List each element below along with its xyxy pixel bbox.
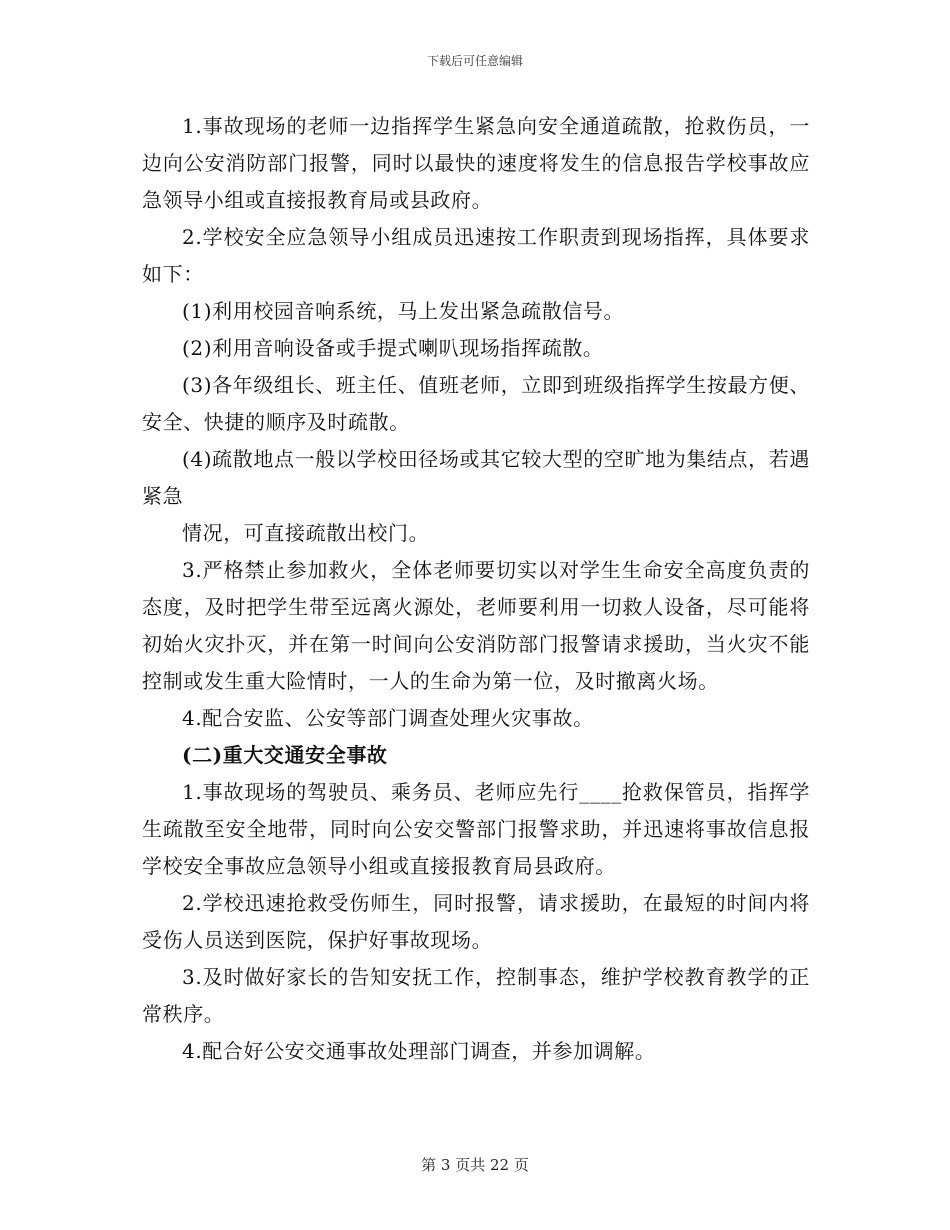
document-body bbox=[142, 108, 810, 1070]
section-heading: (二)重大交通安全事故 bbox=[182, 743, 388, 767]
paragraph: (2)利用音响设备或手提式喇叭现场指挥疏散。 bbox=[182, 336, 604, 360]
paragraph: 1.事故现场的老师一边指挥学生紧急向安全通道疏散，抢救伤员，一边向公安消防部门报警，同时以最快的速度将发生的信息报告学校事故应急领导小组或直接报教育局或县政府。 bbox=[142, 114, 810, 212]
paragraph: 4.配合好公安交通事故处理部门调查，并参加调解。 bbox=[182, 1039, 656, 1063]
paragraph: (4)疏散地点一般以学校田径场或其它较大型的空旷地为集结点，若遇紧急 bbox=[142, 447, 810, 508]
paragraph: 1.事故现场的驾驶员、乘务员、老师应先行____抢救保管员，指挥学生疏散至安全地带，同时向公安交警部门报警求助，并迅速将事故信息报学校安全事故应急领导小组或直接报教育局县政府。 bbox=[142, 780, 810, 878]
paragraph: 3.及时做好家长的告知安抚工作，控制事态，维护学校教育教学的正常秩序。 bbox=[142, 965, 810, 1026]
page-header: 下载后可任意编辑 bbox=[426, 54, 523, 68]
paragraph: 2.学校安全应急领导小组成员迅速按工作职责到现场指挥，具体要求如下： bbox=[142, 225, 810, 286]
paragraph: 3.严格禁止参加救火，全体老师要切实以对学生生命安全高度负责的态度，及时把学生带至远离火源处，老师要利用一切救人设备，尽可能将初始火灾扑灭，并在第一时间向公安消防部门报警请求援助，当火灾不能控制或发生重大险情时，一人的生命为第一位，及时撤离火场。 bbox=[142, 558, 810, 693]
paragraph: 情况，可直接疏散出校门。 bbox=[182, 521, 430, 545]
page-footer: 第 3 页共 22 页 bbox=[421, 1156, 529, 1174]
paragraph: (1)利用校园音响系统，马上发出紧急疏散信号。 bbox=[182, 299, 625, 323]
paragraph: (3)各年级组长、班主任、值班老师，立即到班级指挥学生按最方便、安全、快捷的顺序及时疏散。 bbox=[142, 373, 810, 434]
paragraph: 4.配合安监、公安等部门调查处理火灾事故。 bbox=[182, 706, 594, 730]
paragraph: 2.学校迅速抢救受伤师生，同时报警，请求援助，在最短的时间内将受伤人员送到医院，保护好事故现场。 bbox=[142, 891, 810, 952]
